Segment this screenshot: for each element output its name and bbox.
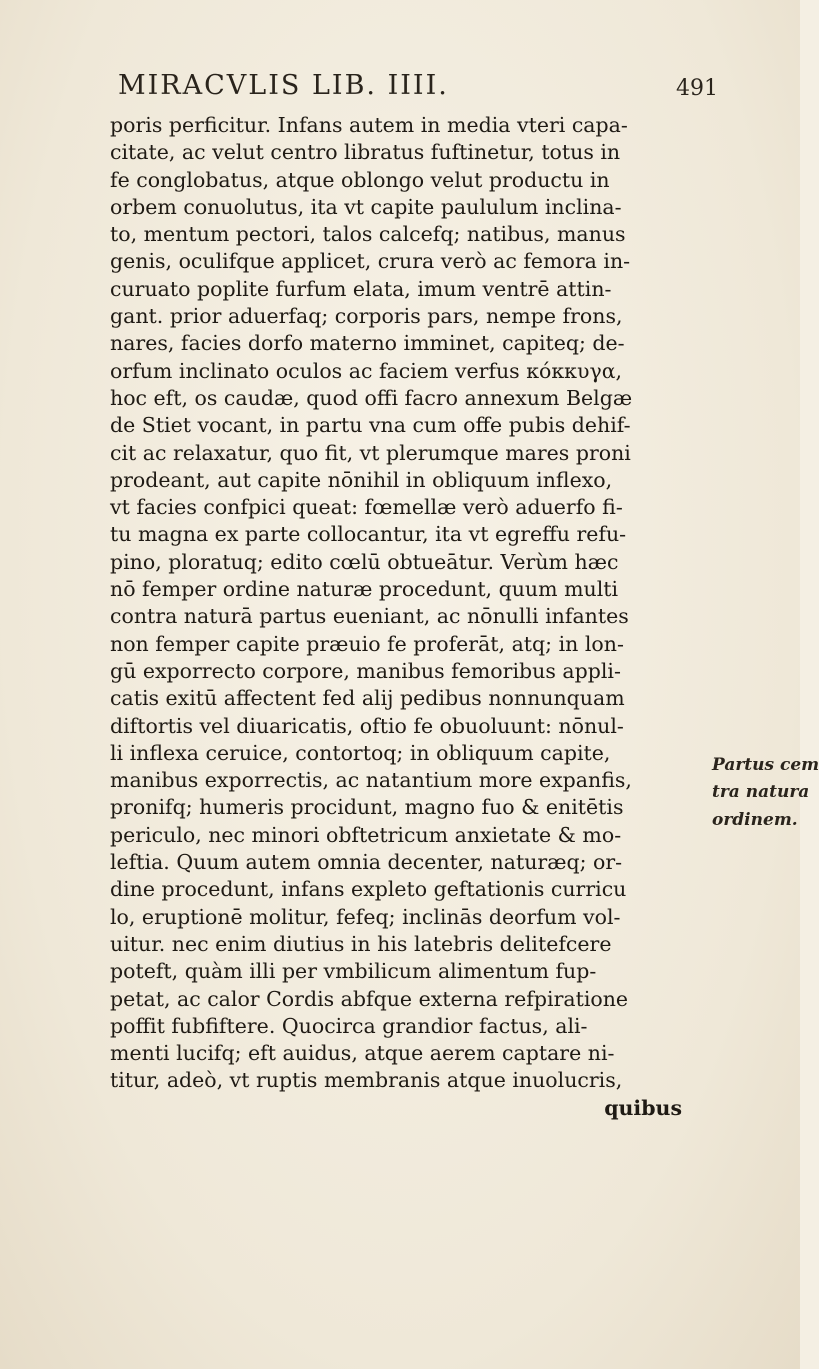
body-text xyxy=(110,112,710,1122)
text-line-5: to, mentum pectori, talos calcefq; natibus, manus xyxy=(110,222,626,247)
text-line-9: nares, facies dorfo materno imminet, capiteq; de- xyxy=(110,331,625,356)
text-line-12: de Stiet vocant, in partu vna cum offe pubis dehif- xyxy=(110,413,631,438)
text-line-17: pino, ploratuq; edito cœlū obtueātur. Verùm hæc xyxy=(110,549,619,574)
text-line-24: li inflexa ceruice, contortoq; in obliquum capite, xyxy=(110,740,611,765)
marginal-note-line-1: Partus cem xyxy=(712,755,819,775)
text-line-28: leftia. Quum autem omnia decenter, naturæq; or- xyxy=(110,850,623,875)
text-line-36: titur, adeò, vt ruptis membranis atque inuolucris, xyxy=(110,1068,623,1093)
text-line-21: gū exporrecto corpore, manibus femoribus appli- xyxy=(110,658,621,683)
text-line-30: lo, eruptionē molitur, fefeq; inclinās deorfum vol- xyxy=(110,904,621,929)
text-line-32: poteft, quàm illi per vmbilicum alimentum fup- xyxy=(110,959,597,984)
text-line-35: menti lucifq; eft auidus, atque aerem captare ni- xyxy=(110,1041,615,1066)
text-line-23: diftortis vel diuaricatis, oftio fe obuoluunt: nōnul- xyxy=(110,713,624,738)
marginal-note xyxy=(712,752,819,834)
text-line-7: curuato poplite furfum elata, imum ventrē attin- xyxy=(110,276,612,301)
text-line-4: orbem conuolutus, ita vt capite paululum inclina- xyxy=(110,194,622,219)
text-line-15: vt facies confpici queat: fœmellæ verò aduerfo fi- xyxy=(110,495,623,520)
text-line-3: fe conglobatus, atque oblongo velut productu in xyxy=(110,167,610,192)
text-line-10: orfum inclinato oculos ac faciem verfus κόκκυγα, xyxy=(110,358,623,383)
text-line-20: non femper capite præuio fe proferāt, atq; in lon- xyxy=(110,631,624,656)
text-line-2: citate, ac velut centro libratus fuftinetur, totus in xyxy=(110,140,621,165)
text-line-8: gant. prior aduerfaq; corporis pars, nempe frons, xyxy=(110,304,623,329)
text-line-1: poris perficitur. Infans autem in media vteri capa- xyxy=(110,113,628,137)
text-line-13: cit ac relaxatur, quo fit, vt plerumque mares proni xyxy=(110,440,631,465)
text-line-29: dine procedunt, infans expleto geftationis curricu xyxy=(110,877,627,902)
text-line-33: petat, ac calor Cordis abfque externa refpiratione xyxy=(110,986,629,1011)
text-line-16: tu magna ex parte collocantur, ita vt egreffu refu- xyxy=(110,522,627,547)
catchword: quibus xyxy=(604,1095,682,1120)
text-line-31: uitur. nec enim diutius in his latebris delitefcere xyxy=(110,931,612,956)
text-line-26: pronifq; humeris procidunt, magno fuo & enitētis xyxy=(110,795,624,820)
marginal-note-line-2: tra natura xyxy=(712,782,810,803)
text-line-25: manibus exporrectis, ac natantium more expanfis, xyxy=(110,768,632,793)
running-title: MIRACVLIS LIB. IIII. xyxy=(118,70,449,101)
text-line-6: genis, oculifque applicet, crura verò ac femora in- xyxy=(110,249,631,274)
text-line-11: hoc eft, os caudæ, quod offi facro annexum Belgæ xyxy=(110,385,633,410)
running-head xyxy=(118,70,718,110)
text-line-22: catis exitū affectent fed alij pedibus nonnunquam xyxy=(110,686,625,711)
text-line-34: poffit fubfiftere. Quocirca grandior factus, ali- xyxy=(110,1013,588,1038)
text-line-19: contra naturā partus eueniant, ac nōnulli infantes xyxy=(110,604,629,629)
page-number: 491 xyxy=(676,76,718,101)
text-line-27: periculo, nec minori obftetricum anxietate & mo- xyxy=(110,822,622,847)
text-line-14: prodeant, aut capite nōnihil in obliquum inflexo, xyxy=(110,467,613,492)
marginal-note-line-3: ordinem. xyxy=(712,809,798,830)
text-line-18: nō femper ordine naturæ procedunt, quum multi xyxy=(110,577,619,602)
